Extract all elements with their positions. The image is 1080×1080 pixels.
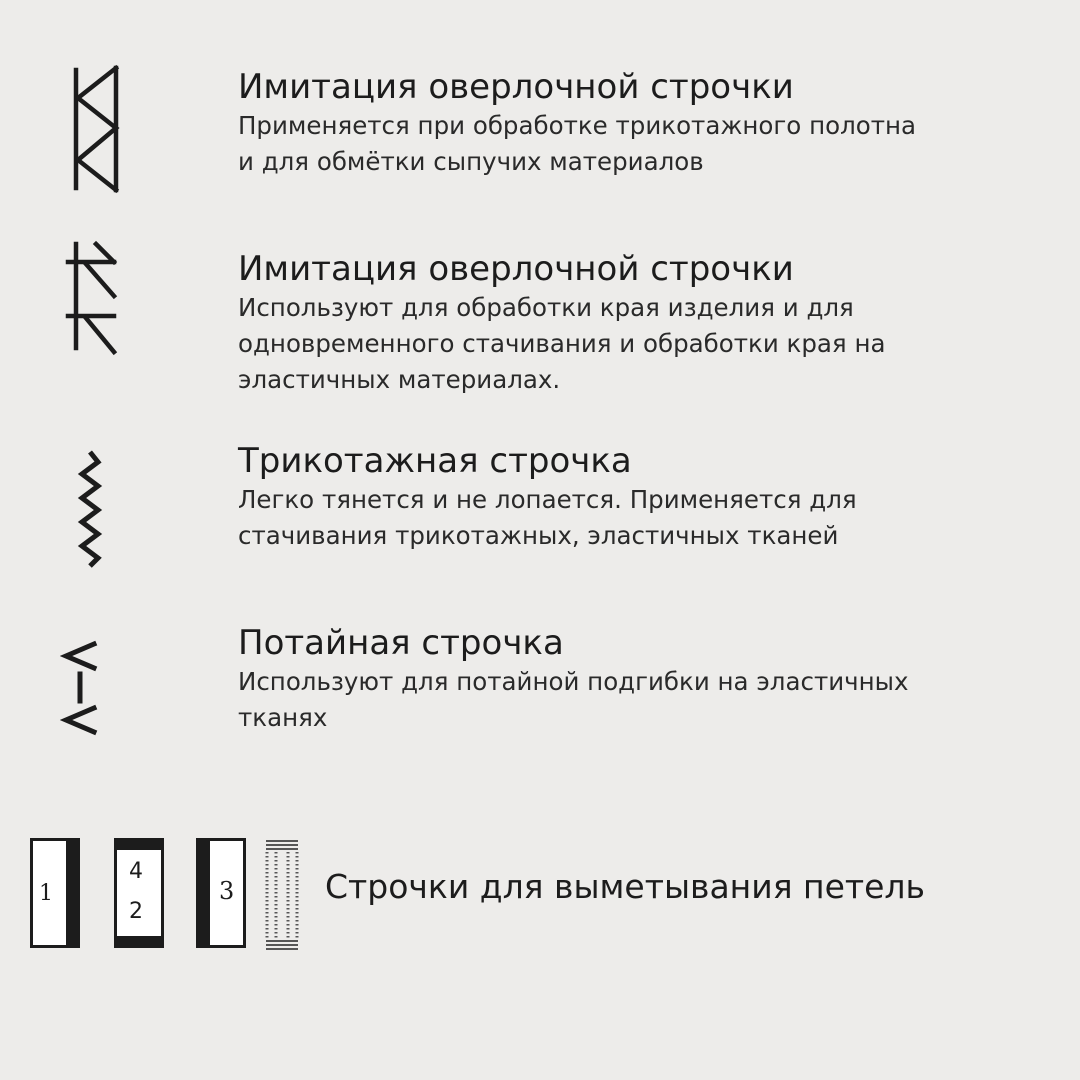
buttonhole-step-number: 1 — [39, 881, 53, 906]
stitch-description-line: тканях — [238, 703, 328, 732]
stitch-description-line: Применяется при обработке трикотажного полотна — [238, 111, 917, 140]
stitch-title: Трикотажная строчка — [238, 441, 632, 481]
blind-stitch-icon — [60, 636, 100, 740]
stitch-description-line: Легко тянется и не лопается. Применяется для — [238, 485, 857, 514]
stitch-description-line: одновременного стачивания и обработки края на — [238, 329, 886, 358]
buttonhole-step-2-4-icon — [114, 838, 164, 948]
stitch-description-line: стачивания трикотажных, эластичных тканей — [238, 521, 839, 550]
stitch-title: Потайная строчка — [238, 623, 564, 663]
buttonhole-step-1-icon — [30, 838, 80, 948]
stitch-description-line: Используют для потайной подгибки на эластичных — [238, 667, 909, 696]
stitch-title: Имитация оверлочной строчки — [238, 249, 794, 289]
buttonhole-step-number: 2 — [129, 899, 143, 924]
overlock-slash-icon — [64, 240, 124, 356]
finished-buttonhole-icon — [262, 838, 302, 952]
buttonhole-step-number: 4 — [129, 859, 143, 884]
stretch-stitch-icon — [72, 448, 108, 568]
stitch-description-line: и для обмётки сыпучих материалов — [238, 147, 704, 176]
buttonhole-step-number: 3 — [219, 877, 235, 905]
stitch-description-line: Используют для обработки края изделия и для — [238, 293, 854, 322]
overlock-zigzag-icon — [66, 64, 126, 194]
stitch-title: Имитация оверлочной строчки — [238, 67, 794, 107]
buttonhole-step-3-icon — [196, 838, 246, 948]
buttonhole-title: Строчки для выметывания петель — [325, 867, 925, 906]
stitch-description-line: эластичных материалах. — [238, 365, 561, 394]
